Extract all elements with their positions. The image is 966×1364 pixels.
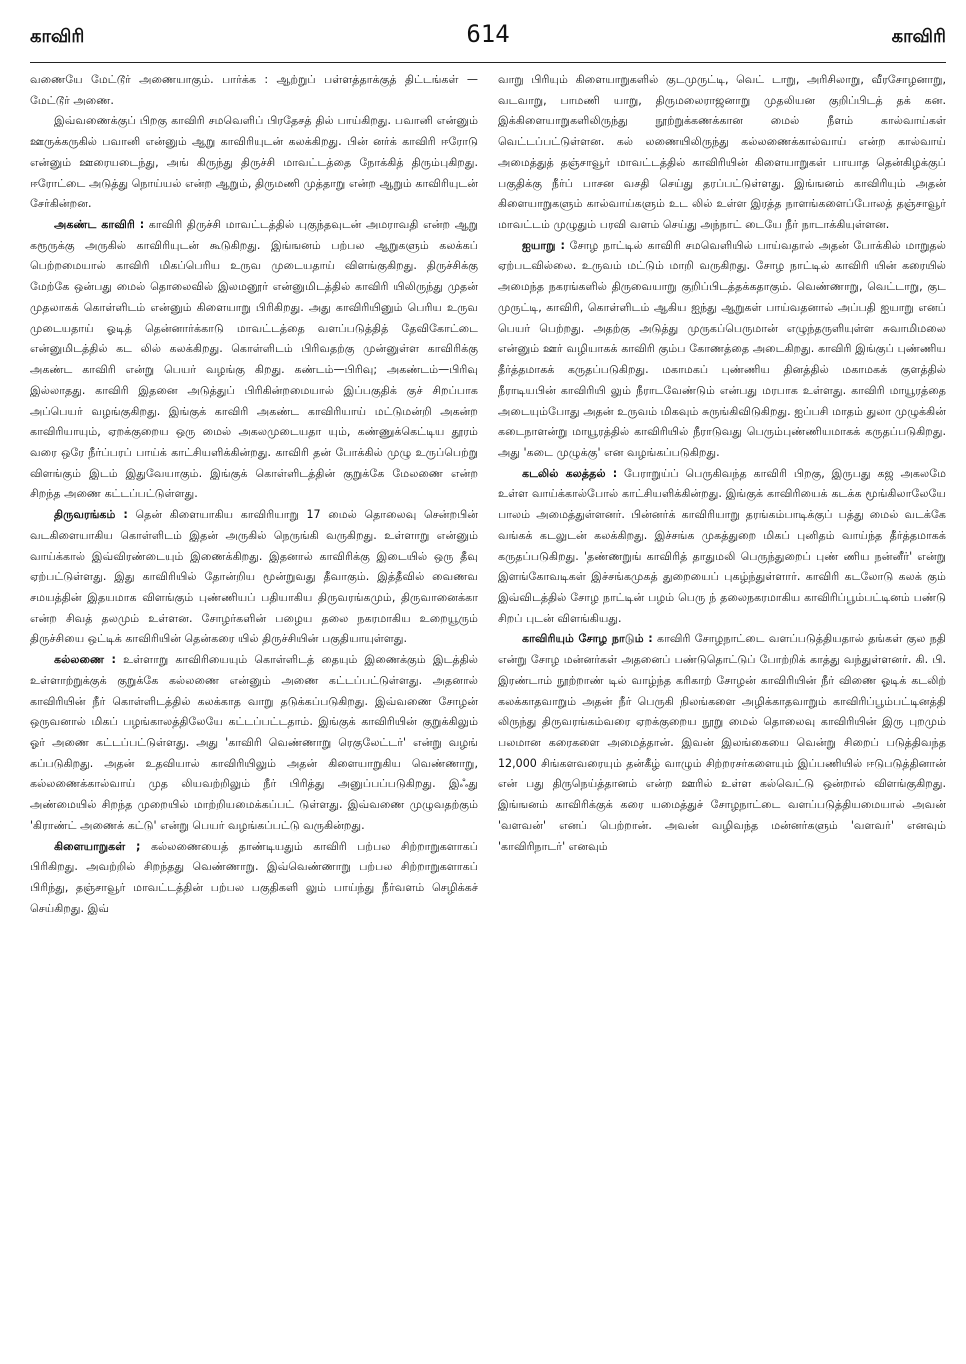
paragraph: இவ்வணைக்குப் பிறகு காவிரி சமவெளிப் பிரதேசத் தில் பாய்கிறது. பவானி என்னும் ஊருக்கருகில் பவானி என்னும் ஆறு காவிரியுடன் கலக்கிறது. பின் னர்க் காவிரி ஈரோடு என்னும் ஊரையடைந்து, அங் கிருந்து திருச்சி மாவட்டத்தை நோக்கித் திரும்புகிறது. ஈரோட்டை அடுத்து நொய்யல் என்ற ஆறும், திருமணி முத்தாறு என்ற ஆறும் காவிரியுடன் சேர்கின்றன. (30, 114, 478, 211)
section-heading: கல்லணை : (54, 653, 116, 667)
page-header (30, 20, 946, 60)
section-text: கல்லணையைத் தாண்டியதும் காவிரி பற்பல சிற்றாறுகளாகப் பிரிகிறது. அவற்றில் சிறந்தது வெண்ணாறு. இவ்வெண்ணாறு பற்பல சிற்றாறுகளாகப் பிரிந்து, தஞ்சாவூர் மாவட்டத்தின் பற்பல பகுதிகளி லும் பாய்ந்து நீர்வளம் செழிக்கச் செய்கிறது. இவ் (30, 839, 478, 915)
paragraph: வணையே மேட்டூர் அணையாகும். பார்க்க : ஆற்றுப் பள்ளத்தாக்குத் திட்டங்கள் — மேட்டூர் அணை. (30, 73, 478, 107)
section-heading: கடலில் கலத்தல் : (522, 466, 618, 480)
section-heading: அகண்ட காவிரி : (54, 218, 145, 232)
section-heading: கிளையாறுகள் ; (54, 839, 141, 853)
section-text: உள்ளாறு காவிரியையும் கொள்ளிடத் தையும் இணைக்கும் இடத்தில் உள்ளாற்றுக்குக் குறுக்கே கல்லணை என்னும் அணை கட்டப்பட்டுள்ளது. அதனால் காவிரியின் நீர் கொள்ளிடத்தில் கலக்காத வாறு தடுக்கப்படுகிறது. இவ்வணை சோழன் ஒருவனால் மிகப் பழங்காலத்திலேயே கட்டப்பட்டதாம். இங்குக் காவிரியின் குறுக்கிலும் ஓர் அணை கட்டப்பட்டுள்ளது. அது 'காவிரி வெண்ணாறு ரெகுலேட்டர்' என்று வழங் கப்படுகிறது. அதன் உதவியால் காவிரியிலும் அதன் கிளையாறுகிய வெண்ணாறு, கல்லணைக்கால்வாய் முத லியவற்றிலும் நீர் பிரித்து அனுப்பப்படுகிறது. இஃது அண்மையில் சிறந்த முறையில் மாற்றியமைக்கப்பட் டுள்ளது. இவ்வணை முழுவதற்கும் 'கிராண்ட் அணைக் கட்டு' என்று பெயர் வழங்கப்பட்டு வருகின்றது. (30, 653, 478, 832)
right-column (498, 70, 946, 1360)
section-text: பேராறுய்ப் பெருகிவந்த காவிரி பிறகு, இருபது கஜ அகலமே உள்ள வாய்க்கால்போல் காட்சியளிக்கின்றது. இங்குக் காவிரியைக் கடக்க மூங்கிலாலேயே பாலம் அமைத்துள்ளனர். பின்னர்க் காவிரியாறு தரங்கம்பாடிக்குப் பத்து மைல் வடக்கே வங்கக் கடலுடன் கலக்கிறது. இச்சங்க முகத்துறை மிகப் புனிதம் வாய்ந்த தீர்த்தமாகக் கருதப்படுகிறது. 'தண்ணறுங் காவிரித் தாதுமலி பெருந்துறைப் புண் ணிய நன்னீர்' என்று இளங்கோவடிகள் இச்சங்கமுகத் துறையைப் புகழ்ந்துள்ளார். காவிரி கடலோடு கலக் கும் இவ்விடத்தில் சோழ நாட்டின் பழம் பெரு ந் தலைநகரமாகிய காவிரிப்பூம்பட்டினம் பண்டு சிறப் புடன் விளங்கியது. (498, 466, 946, 625)
paragraph (498, 464, 946, 630)
paragraph (30, 505, 478, 650)
section-text: சோழ நாட்டில் காவிரி சமவெளியில் பாய்வதால் அதன் போக்கில் மாறுதல் ஏற்படவில்லை. உருவம் மட்டும் மாறி வருகிறது. சோழ நாட்டில் காவிரி யின் கரையில் அமைந்த நகரங்களில் திருவையாறு குறிப்பிடத்தக்கதாகும். வெண்ணாறு, வெட்டாறு, குட முருட்டி, காவிரி, கொள்ளிடம் ஆகிய ஐந்து ஆறுகள் பாய்வதனால் அப்பதி ஐயாறு எனப் பெயர் பெற்றது. அதற்கு அடுத்து முருகப்பெருமான் எழுந்தருளியுள்ள சுவாமிமலை என்னும் ஊர் வழியாகக் காவிரி கும்ப கோணத்தை அடைகிறது. காவிரி இங்குப் புண்ணிய தீர்த்தமாகக் கருதப்படுகிறது. மகாமகப் புண்ணிய தினத்தில் மகாமகக் குளத்தில் நீராடியபின் காவிரியி லும் நீராடவேண்டும் என்பது மரபாக உள்ளது. காவிரி மாயூரத்தை அடையும்போது அதன் உருவம் மிகவும் சுருங்கிவிடுகிறது. ஐப்பசி மாதம் துலா முழுக்கின் கடைநாளன்று மாயூரத்தில் காவிரியில் நீராடுவது பெரும்புண்ணியமாகக் கருதப்படுகிறது. அது 'கடை முழுக்கு' என வழங்கப்படுகிறது. (498, 238, 946, 459)
section-heading: திருவரங்கம் : (54, 508, 128, 522)
paragraph: வாறு பிரியும் கிளையாறுகளில் குடமுருட்டி, வெட் டாறு, அரிசிலாறு, வீரசோழனாறு, வடவாறு, பாமணி யாறு, திருமலைராஜனாறு முதலியன குறிப்பிடத் தக் கன. இக்கிளையாறுகளிலிருந்து நூற்றுக்கணக்கான மைல் நீளம் கால்வாய்கள் வெட்டப்பட்டுள்ளன. கல் லணையிலிருந்து கல்லணைக்கால்வாய் என்ற கால்வாய் அமைத்துத் தஞ்சாவூர் மாவட்டத்தில் காவிரியின் கிளையாறுகள் பாயாத தென்கிழக்குப் பகுதிக்கு நீர்ப் பாசன வசதி செய்து தரப்பட்டுள்ளது. இங்ஙனம் காவிரியும் அதன் கிளையாறுகளும் கால்வாய்களும் உட லில் உள்ள இரத்த நாளங்களைப்போலத் தஞ்சாவூர் மாவட்டம் முழுதும் பரவி வளம் செய்து அந்நாட் டையே நீர் நாடாக்கியுள்ளன. (498, 73, 946, 232)
header-rule (30, 62, 946, 63)
section-text: காவிரி திருச்சி மாவட்டத்தில் புகுந்தவுடன் அமராவதி என்ற ஆறு கரூருக்கு அருகில் காவிரியுடன் கூடுகிறது. இங்ஙனம் பற்பல ஆறுகளும் கலக்கப் பெற்றமையால் காவிரி மிகப்பெரிய உருவ முடையதாய் விளங்குகிறது. திருச்சிக்கு மேற்கே ஒன்பது மைல் தொலைவில் இலமனூர் என்னுமிடத்தில் காவிரி யிலிருந்து முதன் முதலாகக் கொள்ளிடம் என்னும் கிளையாறு பிரிகிறது. அது காவிரியினும் பெரிய உருவ முடையதாய் ஓடித் தென்னார்க்காடு மாவட்டத்தை வளப்படுத்தித் தேவிகோட்டை என்னுமிடத்தில் கட லில் கலக்கிறது. கொள்ளிடம் பிரிவதற்கு முன்னுள்ள காவிரிக்கு அகண்ட காவிரி என்று பெயர் வழங்கு கிறது. கண்டம்—பிரிவு; அகண்டம்—பிரிவு இல்லாதது. காவிரி இதனை அடுத்துப் பிரிகின்றமையால் இப்பகுதிக் குச் சிறப்பாக அப்பெயர் வழங்குகிறது. இங்குக் காவிரி அகண்ட காவிரியாய் மட்டுமன்றி அகன்ற காவிரியாயும், ஏறக்குறைய ஒரு மைல் அகலமுடையதா யும், கண்ணுக்கெட்டிய தூரம் வரை ஒரே நீர்ப்பரப் பாய்க் காட்சியளிக்கின்றது. காவிரி தன் போக்கில் முழு உருப்பெற்று விளங்கும் இடம் இதுவேயாகும். இங்குக் கொள்ளிடத்தின் குறுக்கே மேலணை என்ற சிறந்த அணை கட்டப்பட்டுள்ளது. (30, 218, 478, 501)
paragraph (498, 236, 946, 464)
running-title-left: காவிரி (30, 26, 85, 47)
left-column (30, 70, 478, 1360)
paragraph (30, 837, 478, 920)
paragraph (30, 650, 478, 836)
paragraph (498, 629, 946, 857)
page-number: 614 (466, 20, 510, 48)
paragraph (30, 215, 478, 505)
section-text: தென் கிளையாகிய காவிரியாறு 17 மைல் தொலைவு சென்றபின் வடகிளையாகிய கொள்ளிடம் இதன் அருகில் நெருங்கி வருகிறது. உள்ளாறு என்னும் வாய்க்கால் இவ்விரண்டையும் இணைக்கிறது. இதனால் காவிரிக்கு இடையில் ஒரு தீவு ஏற்பட்டுள்ளது. இது காவிரியில் தோன்றிய மூன்றுவது தீவாகும். இத்தீவில் வைணவ சமயத்தின் இதயமாக விளங்கும் புண்ணியப் பதியாகிய திருவரங்கமும், திருவானைக்கா என்ற சிவத் தலமும் உள்ளன. சோழர்களின் பழைய தலை நகரமாகிய உறையூரும் திருச்சியை ஒட்டிக் காவிரியின் தென்கரை யில் திருச்சியின் பகுதியாயுள்ளது. (30, 508, 478, 646)
section-text: காவிரி சோழநாட்டை வளப்படுத்தியதால் தங்கள் குல நதி என்று சோழ மன்னர்கள் அதனைப் பண்டுதொட்டுப் போற்றிக் காத்து வந்துள்ளனர். கி. பி. இரண்டாம் நூற்றாண் டில் வாழ்ந்த கரிகாற் சோழன் காவிரியின் நீர் விணை ஓடிக் கடலிற் கலக்காதவாறும் அதன் நீர் பெருகி நிலங்களை அழிக்காதவாறும் காவிரிப்பூம்பட்டினத்தி லிருந்து திருவரங்கம்வரை ஏறக்குறைய நூறு மைல் தொலைவு காவிரியின் இரு புறமும் பலமான கரைகளை அமைத்தான். இவன் இலங்கையை வென்று சிறைப் படுத்திவந்த 12,000 சிங்களவரையும் தன்கீழ் வாழும் சிற்றரசர்களையும் இப்பணியில் ஈடுபடுத்தினான் என் பது திருநெய்த்தானம் என்ற ஊரில் உள்ள கல்வெட்டு ஒன்றால் விளங்குகிறது. இங்ஙனம் காவிரிக்குக் கரை யமைத்துச் சோழநாட்டை வளப்படுத்தியமையால் அவன் 'வளவன்' எனப் பெற்றான். அவன் வழிவந்த மன்னர்களும் 'வளவர்' எனவும் 'காவிரிநாடர்' எனவும் (498, 632, 946, 853)
running-title-right: காவிரி (891, 26, 946, 47)
section-heading: ஐயாறு : (522, 238, 565, 252)
section-heading: காவிரியும் சோழ நாடும் : (522, 632, 653, 646)
